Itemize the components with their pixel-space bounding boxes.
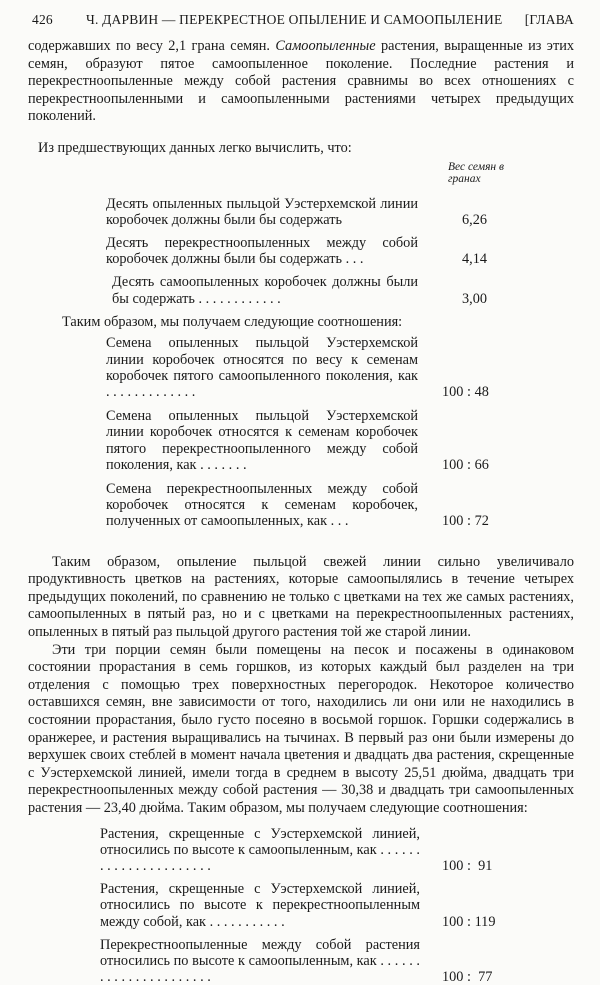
height-ratios-table — [28, 826, 574, 985]
chapter-label: [ГЛАВА — [524, 12, 574, 27]
intro-paragraph — [28, 38, 574, 126]
weights-row-text: Десять опыленных пыльцой Уэстерхемской линии коробочек должны были бы содержать — [106, 195, 418, 228]
ratio-row-value: 100 : 48 — [442, 383, 489, 400]
height-ratio-value: 100 : 77 — [442, 969, 493, 985]
column-header-text: Вес семян в гранах — [448, 160, 504, 185]
height-ratio-text: Растения, скрещенные с Уэстерхемской линией, относились по высоте к перекрестноопыленным между собой, как . . . . . . . . . . . — [100, 881, 420, 930]
ratio-row — [28, 335, 574, 400]
height-ratio-text: Перекрестноопыленные между собой растения относились по высоте к самоопыленным, как . . . . . . . . . . . . . . . . . . . . . . — [100, 936, 420, 985]
intro-text-1: содержавших по весу 2,1 грана семян. — [28, 38, 276, 54]
intro-text-2: растения, выращенные из этих семян, образуют пятое самоопыленное поколение. Последние растения и перекрестноопыленные между собой растения сравнимы во всех отношениях с перекрестноопыленными и самоопыленными растениями четырех предыдущих поколений. — [28, 38, 574, 125]
weights-row-value: 6,26 — [462, 211, 488, 228]
height-ratio-row — [28, 826, 574, 875]
weights-row-value: 3,00 — [462, 290, 488, 307]
paragraph-1: Таким образом, опыление пыльцой свежей линии сильно увеличивало продуктивность цветков на растениях, которые самоопылялись в течение четырех предыдущих поколений, по сравнению не только с цветками на тех же самых растениях, самоопыленных в пятый раз, но и с цветками на перекрестноопыленных растениях, опыленных в пятый раз пыльцой другого растения той же старой линии. — [28, 553, 574, 640]
ratio-row-text: Семена перекрестноопыленных между собой коробочек относятся к семенам коробочек, полученных от самоопыленных, как . . . — [106, 481, 418, 530]
calc-intro: Из предшествующих данных легко вычислить, что: — [38, 139, 352, 156]
intro-italic: Самоопыленные — [275, 38, 376, 54]
height-ratio-value: 100 : 119 — [442, 913, 496, 930]
weights-row-text: Десять самоопыленных коробочек должны были бы содержать . . . . . . . . . . . . — [112, 274, 418, 307]
height-ratio-value: 100 : 91 — [442, 857, 493, 874]
height-ratio-row — [28, 937, 574, 985]
ratio-row-value: 100 : 66 — [442, 456, 489, 473]
page-number: 426 — [32, 12, 53, 27]
book-page — [28, 12, 574, 985]
running-title: Ч. ДАРВИН — ПЕРЕКРЕСТНОЕ ОПЫЛЕНИЕ И САМООПЫЛЕНИЕ — [86, 12, 503, 27]
weights-table — [28, 196, 574, 307]
ratio-row-value: 100 : 72 — [442, 513, 489, 530]
paragraph-2: Эти три порции семян были помещены на песок и посажены в одинаковом состоянии прорастания в семь горшков, из которых каждый был разделен на три отделения с помощью трех поверхностных перегородок. Некоторое количество оставшихся семян, вне зависимости от того, находились ли они или не находились в состоянии прорастания, было густо посеяно в восьмой горшок. Горшки содержались в оранжерее, и растения выращивались на тычинах. В первый раз они были измерены до верхушек своих стеблей в момент начала цветения и двадцать два растения, скрещенные с Уэстерхемской линией, имели тогда в среднем в высоту 25,51 дюйма, двадцать три перекрестноопыленных между собой растения — 30,38 и двадцать три самоопыленных растения — 23,40 дюйма. Таким образом, мы получаем следующие соотношения: — [28, 641, 574, 816]
weights-row — [28, 274, 574, 306]
ratios-table — [28, 335, 574, 529]
height-ratio-text: Растения, скрещенные с Уэстерхемской линией, относились по высоте к самоопыленным, как . . . . . . . . . . . . . . . . . . . . . . — [100, 825, 420, 874]
ratio-row — [28, 408, 574, 473]
weights-row — [28, 235, 574, 267]
height-ratio-row — [28, 881, 574, 930]
ratio-row-text: Семена опыленных пыльцой Уэстерхемской линии коробочек относятся к семенам коробочек пятого перекрестноопыленного между собой поколения, как . . . . . . . — [106, 408, 418, 473]
weights-row-text: Десять перекрестноопыленных между собой коробочек должны были бы содержать . . . — [106, 234, 418, 268]
weights-row-value: 4,14 — [462, 251, 488, 268]
ratio-row-text: Семена опыленных пыльцой Уэстерхемской линии коробочек относятся по весу к семенам коробочек пятого самоопыленного поколения, как . . . . . . . . . . . . . — [106, 335, 418, 400]
weights-row — [28, 196, 574, 228]
ratios-intro: Таким образом, мы получаем следующие соотношения: — [62, 313, 403, 330]
running-header — [28, 12, 574, 34]
weights-column-header — [28, 158, 574, 192]
ratio-row — [28, 481, 574, 530]
